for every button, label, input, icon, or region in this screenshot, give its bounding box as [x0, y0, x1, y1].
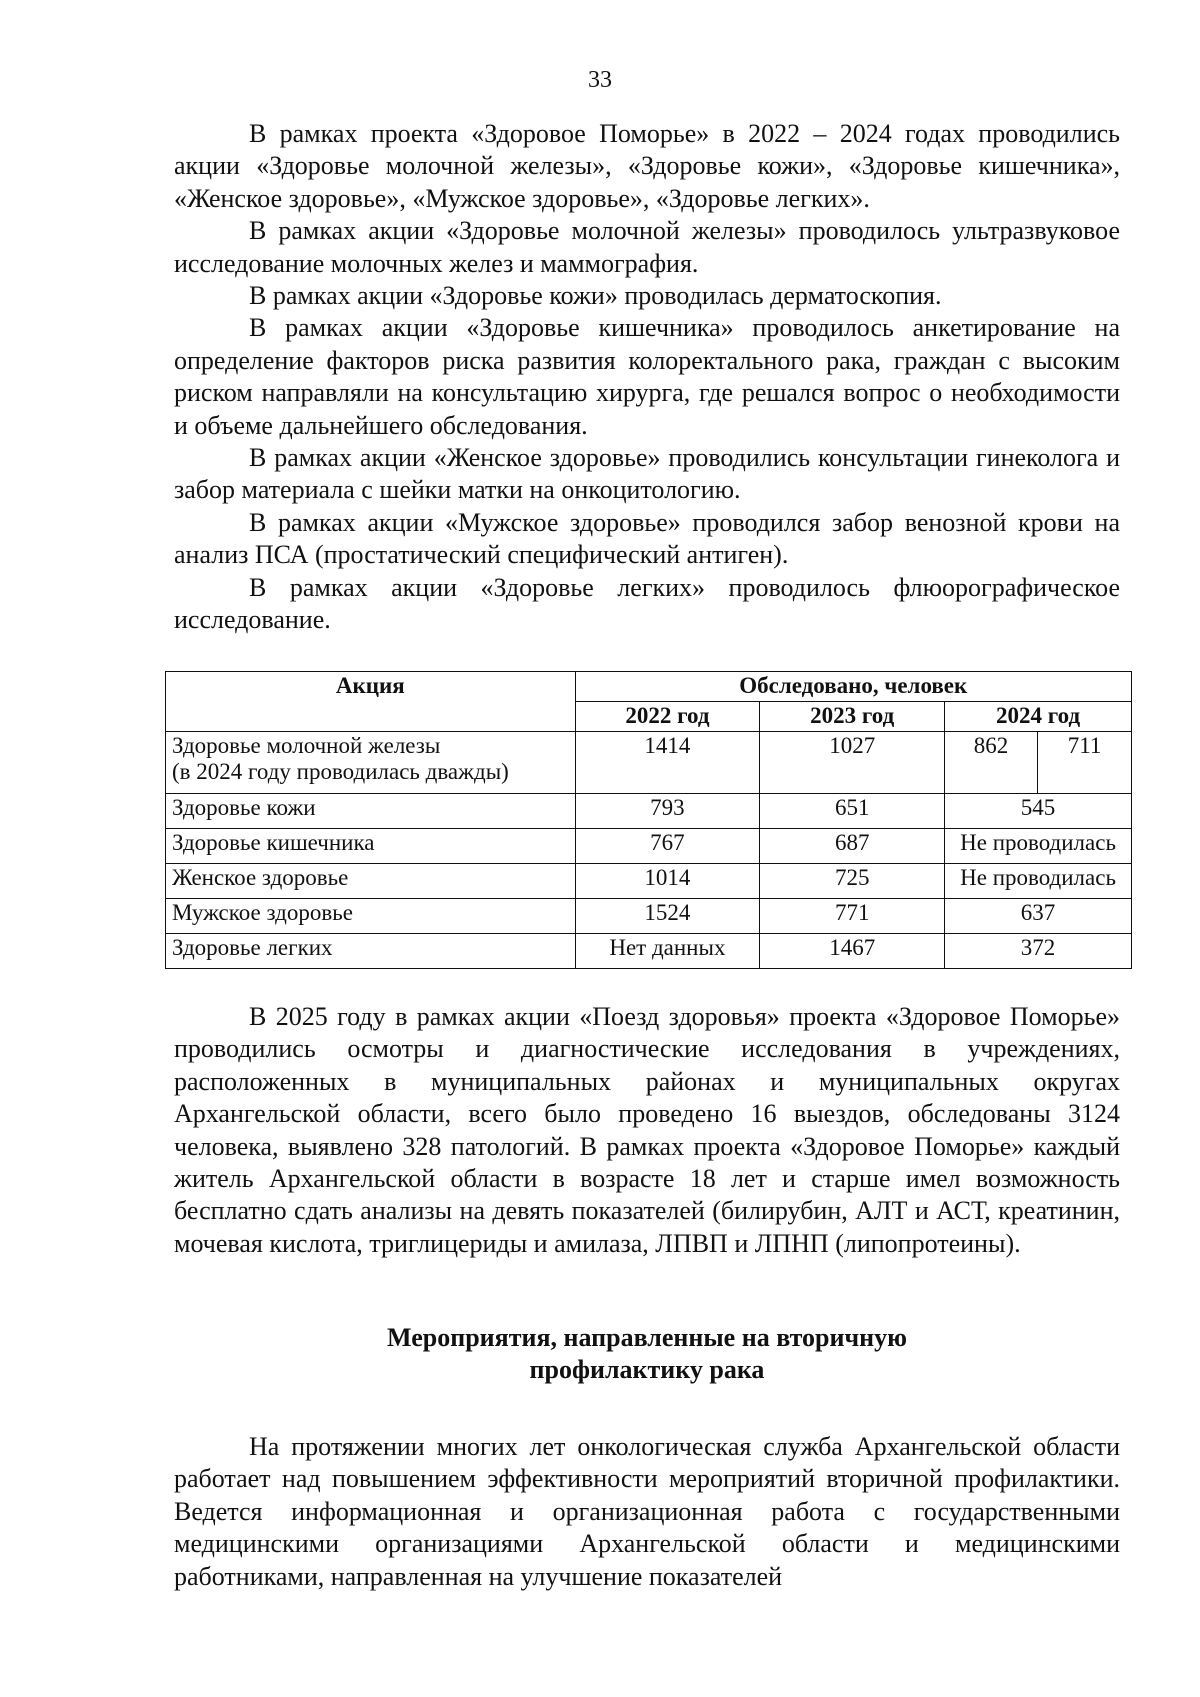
paragraph-skin-health: В рамках акции «Здоровье кожи» проводилась дерматоскопия. [249, 281, 942, 311]
section-heading [174, 1322, 1120, 1386]
header-examined: Обследовано, человек [575, 672, 1132, 702]
cell-2024: 545 [945, 794, 1132, 829]
row-label: Здоровье кишечника [166, 829, 576, 864]
paragraph-breast-health: В рамках акции «Здоровье молочной железы» проводилось ультразвуковое исследование молочных желез и маммография. [174, 216, 1120, 278]
header-action: Акция [166, 672, 576, 732]
row-label: Здоровье легких [166, 934, 576, 969]
table-row [166, 829, 1132, 864]
cell-2024: 637 [945, 899, 1132, 934]
cell-2023: 687 [760, 829, 945, 864]
table-row [166, 864, 1132, 899]
row-label: Женское здоровье [166, 864, 576, 899]
cell-2022: 1014 [575, 864, 760, 899]
row-label [166, 732, 576, 794]
train-of-health-section [174, 1001, 1120, 1260]
section-heading-line2: профилактику рака [529, 1355, 765, 1384]
secondary-prevention-section [174, 1431, 1120, 1593]
table-row [166, 934, 1132, 969]
cell-2022: Нет данных [575, 934, 760, 969]
intro-section [174, 118, 1120, 637]
header-year-2023: 2023 год [760, 702, 945, 732]
paragraph-mens-health: В рамках акции «Мужское здоровье» проводился забор венозной крови на анализ ПСА (простатический специфический антиген). [174, 507, 1120, 570]
paragraph-lung-health: В рамках акции «Здоровье легких» проводилось флюорографическое исследование. [174, 572, 1120, 635]
table-row [166, 794, 1132, 829]
header-year-2022: 2022 год [575, 702, 760, 732]
paragraph-womens-health: В рамках акции «Женское здоровье» проводились консультации гинеколога и забор материала с шейки матки на онкоцитологию. [174, 443, 1120, 505]
cell-2023: 1027 [760, 732, 945, 794]
cell-2024-first: 862 [945, 732, 1038, 794]
cell-2023: 651 [760, 794, 945, 829]
paragraph-project-overview: В рамках проекта «Здоровое Поморье» в 2022 – 2024 годах проводились акции «Здоровье молочной железы», «Здоровье кожи», «Здоровье кишечника», «Женское здоровье», «Мужское здоровье», «Здоровье легких». [174, 119, 1120, 213]
cell-2022: 793 [575, 794, 760, 829]
cell-2022: 1414 [575, 732, 760, 794]
examinations-table [165, 671, 1132, 969]
row-label-line2: (в 2024 году проводилась дважды) [172, 759, 509, 784]
cell-2023: 1467 [760, 934, 945, 969]
cell-2024: 372 [945, 934, 1132, 969]
cell-2022: 1524 [575, 899, 760, 934]
paragraph-train-of-health: В 2025 году в рамках акции «Поезд здоровья» проекта «Здоровое Поморье» проводились осмотры и диагностические исследования в учреждениях, расположенных в муниципальных районах и муниципальных округах Архангельской области, всего было проведено 16 выездов, обследованы 3124 человека, выявлено 328 патологий. В рамках проекта «Здоровое Поморье» каждый житель Архангельской области в возрасте 18 лет и старше имел возможность бесплатно сдать анализы на девять показателей (билирубин, АЛТ и АСТ, креатинин, мочевая кислота, триглицериды и амилаза, ЛПВП и ЛПНП (липопротеины). [174, 1002, 1120, 1258]
section-heading-line1: Мероприятия, направленные на вторичную [387, 1323, 907, 1352]
table-row [166, 899, 1132, 934]
paragraph-secondary-prevention: На протяжении многих лет онкологическая служба Архангельской области работает над повышением эффективности мероприятий вторичной профилактики. Ведется информационная и организационная работа с государственными медицинскими организациями Архангельской области и медицинскими работниками, направленная на улучшение показателей [174, 1432, 1120, 1591]
row-label: Здоровье кожи [166, 794, 576, 829]
header-year-2024: 2024 год [945, 702, 1132, 732]
page-number: 33 [588, 67, 612, 93]
paragraph-bowel-health: В рамках акции «Здоровье кишечника» проводилось анкетирование на определение факторов риска развития колоректального рака, граждан с высоким риском направляли на консультацию хирурга, где решался вопрос о необходимости и объеме дальнейшего обследования. [174, 313, 1120, 440]
cell-2024: Не проводилась [945, 864, 1132, 899]
cell-2023: 771 [760, 899, 945, 934]
table-row [166, 732, 1132, 794]
row-label: Мужское здоровье [166, 899, 576, 934]
table-header-row [166, 672, 1132, 702]
cell-2024-second: 711 [1038, 732, 1132, 794]
cell-2024: Не проводилась [945, 829, 1132, 864]
row-label-line1: Здоровье молочной железы [172, 733, 441, 758]
cell-2023: 725 [760, 864, 945, 899]
cell-2022: 767 [575, 829, 760, 864]
